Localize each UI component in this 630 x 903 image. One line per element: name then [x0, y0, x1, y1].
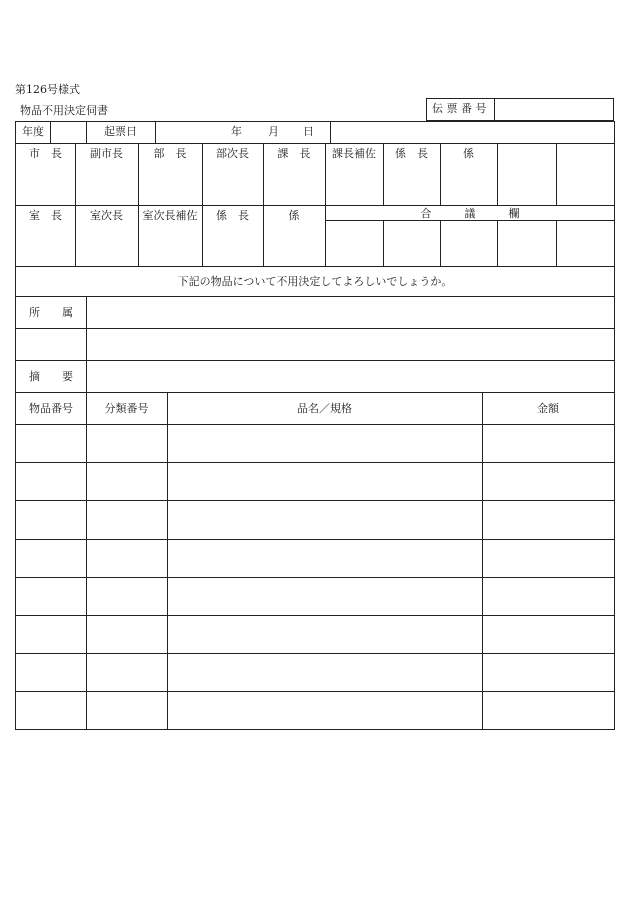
slip-number-field[interactable]: [496, 100, 612, 119]
approval-office-deputy: 室次長: [90, 209, 123, 222]
approval-subsection-chief: 係 長: [395, 147, 428, 160]
form-number: 第126号様式: [15, 83, 80, 96]
approval-office-deputy-assistant: 室次長補佐: [142, 209, 198, 222]
table-row[interactable]: [15, 615, 615, 653]
slip-number-label: 伝 票 番 号: [432, 102, 487, 115]
issue-date-field[interactable]: [156, 123, 329, 142]
consultation-label: 合 議 欄: [420, 207, 520, 220]
approval-staff: 係: [463, 147, 474, 160]
month-unit: 月: [268, 125, 279, 138]
table-row[interactable]: [15, 424, 615, 462]
approval-deputy-director: 部次長: [216, 147, 249, 160]
header-item-name-spec: 品名／規格: [297, 402, 352, 415]
table-row[interactable]: [15, 577, 615, 615]
approval-mayor: 市 長: [29, 147, 62, 160]
approval-deputy-mayor: 副市長: [90, 147, 123, 160]
affiliation-label: 所 属: [29, 306, 73, 319]
table-row[interactable]: [15, 653, 615, 691]
form-title: 物品不用決定伺書: [20, 104, 108, 117]
table-row[interactable]: [15, 691, 615, 730]
header-amount: 金額: [537, 402, 559, 415]
request-statement: 下記の物品について不用決定してよろしいでしょうか。: [177, 275, 453, 288]
summary-label: 摘 要: [29, 370, 73, 383]
year-label: 年度: [22, 125, 44, 138]
approval-office-staff: 係: [288, 209, 300, 222]
year-unit: 年: [231, 125, 242, 138]
approval-office-head: 室 長: [29, 209, 62, 222]
summary-field[interactable]: [88, 362, 613, 391]
affiliation-field[interactable]: [88, 298, 613, 327]
table-row[interactable]: [15, 500, 615, 539]
approval-director: 部 長: [153, 147, 187, 160]
table-row[interactable]: [15, 462, 615, 500]
issue-date-label: 起票日: [104, 125, 137, 138]
header-classification-number: 分類番号: [104, 402, 149, 415]
table-row[interactable]: [15, 539, 615, 577]
approval-section-chief: 課 長: [277, 147, 311, 160]
approval-office-subsection-chief: 係 長: [216, 209, 249, 222]
affiliation-field-2[interactable]: [88, 330, 613, 359]
day-unit: 日: [303, 125, 314, 138]
approval-assistant-chief: 課長補佐: [332, 147, 376, 160]
fiscal-year-field[interactable]: [51, 123, 85, 142]
header-item-number: 物品番号: [29, 402, 73, 415]
